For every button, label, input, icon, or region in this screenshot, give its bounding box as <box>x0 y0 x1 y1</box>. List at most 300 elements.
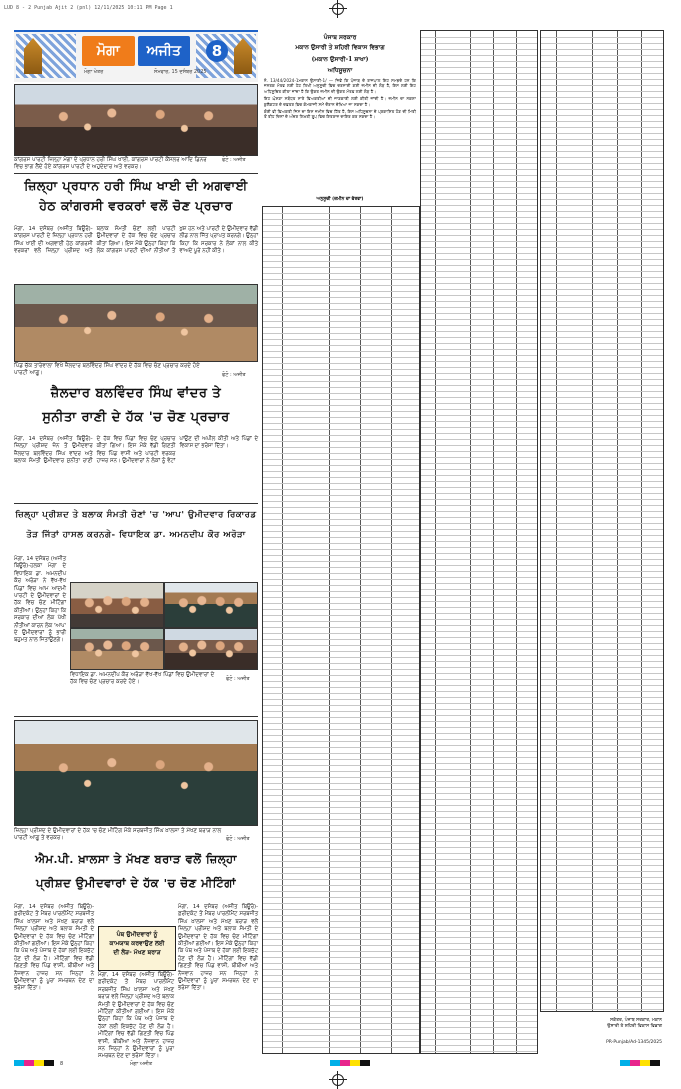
color-registration-bar <box>14 1060 54 1066</box>
table-row <box>263 351 419 352</box>
table-row <box>421 121 537 122</box>
table-row <box>263 453 419 454</box>
table-row <box>541 451 663 452</box>
table-row <box>541 487 663 488</box>
table-row <box>541 1003 663 1004</box>
table-row <box>263 705 419 706</box>
table-row <box>421 73 537 74</box>
notice-text <box>264 78 416 122</box>
table-row <box>421 439 537 440</box>
table-row <box>263 267 419 268</box>
table-row <box>263 747 419 748</box>
story2-headline-line1: ਜ਼ੈਲਦਾਰ ਬਲਵਿੰਦਰ ਸਿੰਘ ਵਾਂਦਰ ਤੇ <box>50 386 222 401</box>
table-row <box>263 735 419 736</box>
table-row <box>263 885 419 886</box>
table-row <box>263 309 419 310</box>
table-row <box>421 877 537 878</box>
table-row <box>263 525 419 526</box>
table-row <box>263 573 419 574</box>
table-row <box>541 883 663 884</box>
table-row <box>421 493 537 494</box>
story3-photo-2 <box>164 582 258 628</box>
table-column-rule <box>592 31 593 1011</box>
schedule-table-2 <box>420 30 538 1054</box>
table-row <box>541 733 663 734</box>
table-row <box>541 673 663 674</box>
table-row <box>421 1051 537 1052</box>
table-row <box>541 265 663 266</box>
footer-title: ਮੋਗਾ ਅਜੀਤ <box>130 1061 153 1067</box>
table-row <box>541 661 663 662</box>
table-row <box>263 717 419 718</box>
table-row <box>421 733 537 734</box>
table-row <box>421 151 537 152</box>
table-row <box>421 181 537 182</box>
table-row <box>421 997 537 998</box>
table-row <box>421 505 537 506</box>
table-row <box>421 1045 537 1046</box>
story4-headline-line2: ਪ੍ਰੀਸ਼ਦ ਉਮੀਦਵਾਰਾਂ ਦੇ ਹੱਕ 'ਚ ਚੋਣ ਮੀਟਿੰਗਾਂ <box>35 876 237 890</box>
table-row <box>263 933 419 934</box>
table-row <box>421 937 537 938</box>
table-row <box>541 847 663 848</box>
table-row <box>421 835 537 836</box>
table-row <box>421 457 537 458</box>
table-row <box>541 757 663 758</box>
table-row <box>263 711 419 712</box>
table-row <box>541 721 663 722</box>
table-row <box>421 97 537 98</box>
table-row <box>541 955 663 956</box>
story1-credit: ਫੋਟੋ : ਅਜੀਤ <box>222 157 246 163</box>
table-row <box>263 687 419 688</box>
table-row <box>263 291 419 292</box>
table-row <box>263 423 419 424</box>
table-row <box>541 559 663 560</box>
table-row <box>421 649 537 650</box>
table-row <box>263 849 419 850</box>
table-row <box>541 199 663 200</box>
table-row <box>541 889 663 890</box>
table-row <box>541 397 663 398</box>
table-row <box>541 343 663 344</box>
table-row <box>421 1027 537 1028</box>
table-row <box>541 319 663 320</box>
table-row <box>541 145 663 146</box>
table-row <box>421 943 537 944</box>
table-row <box>421 475 537 476</box>
table-row <box>263 759 419 760</box>
table-column-rule <box>516 31 517 1053</box>
table-row <box>263 1005 419 1006</box>
table-row <box>541 223 663 224</box>
table-row <box>421 841 537 842</box>
table-row <box>263 819 419 820</box>
schedule-table-3 <box>540 30 664 1012</box>
table-row <box>541 589 663 590</box>
table-row <box>263 387 419 388</box>
table-row <box>263 543 419 544</box>
table-row <box>541 703 663 704</box>
table-row <box>541 667 663 668</box>
table-row <box>421 433 537 434</box>
story2-body: ਮੋਗਾ, 14 ਦਸੰਬਰ (ਅਜੀਤ ਬਿਊਰੋ)-ਜ਼ਿਲ੍ਹਾ ਪ੍ਰੀਸ਼ਦ ਜ਼ੋਨ ਤੋਂ ਉਮੀਦਵਾਰ ਜ਼ੈਲਦਾਰ ਬਲਵਿੰਦਰ ਸਿੰਘ ਵਾਂਦਰ ਅਤੇ ਬਲਾਕ ਸੰਮਤੀ ਉਮੀਦਵਾਰ ਸੁਨੀਤਾ ਰਾਣੀ ਦੇ ਹੱਕ ਵਿਚ ਪਿੰਡਾਂ ਵਿਚ ਚੋਣ ਪ੍ਰਚਾਰ ਕੀਤਾ ਗਿਆ। ਇਸ ਮੌਕੇ ਵੱਡੀ ਗਿਣਤੀ ਵਿਚ ਪਿੰਡ ਵਾਸੀ ਅਤੇ ਪਾਰਟੀ ਵਰਕਰ ਹਾਜ਼ਰ ਸਨ। ਉਮੀਦਵਾਰਾਂ ਨੇ ਲੋਕਾਂ ਨੂੰ ਵੋਟਾਂ ਪਾਉਣ ਦੀ ਅਪੀਲ ਕੀਤੀ ਅਤੇ ਪਿੰਡਾਂ ਦੇ ਵਿਕਾਸ ਦਾ ਭਰੋਸਾ ਦਿੱਤਾ। <box>14 436 258 465</box>
table-row <box>263 447 419 448</box>
table-row <box>421 961 537 962</box>
table-row <box>263 315 419 316</box>
footer-page-number: 8 <box>60 1061 64 1067</box>
table-row <box>263 699 419 700</box>
table-row <box>263 939 419 940</box>
table-row <box>541 619 663 620</box>
table-row <box>541 871 663 872</box>
table-row <box>263 999 419 1000</box>
table-row <box>541 517 663 518</box>
table-row <box>541 469 663 470</box>
table-row <box>263 1011 419 1012</box>
table-row <box>421 781 537 782</box>
table-row <box>421 91 537 92</box>
table-row <box>541 967 663 968</box>
table-row <box>541 511 663 512</box>
table-column-rule <box>556 31 557 1011</box>
table-row <box>263 213 419 214</box>
table-row <box>263 639 419 640</box>
story4-photo <box>14 720 258 826</box>
table-row <box>541 349 663 350</box>
table-row <box>541 205 663 206</box>
table-row <box>263 261 419 262</box>
table-row <box>541 247 663 248</box>
table-row <box>541 715 663 716</box>
table-row <box>421 499 537 500</box>
table-row <box>421 757 537 758</box>
table-row <box>263 663 419 664</box>
table-row <box>541 583 663 584</box>
table-row <box>541 697 663 698</box>
table-row <box>541 991 663 992</box>
table-row <box>263 843 419 844</box>
table-row <box>541 367 663 368</box>
table-row <box>541 43 663 44</box>
table-row <box>421 691 537 692</box>
table-row <box>541 649 663 650</box>
table-row <box>421 685 537 686</box>
table-row <box>421 679 537 680</box>
story4-credit: ਫੋਟੋ : ਅਜੀਤ <box>226 836 250 842</box>
table-row <box>421 589 537 590</box>
table-row <box>421 115 537 116</box>
table-row <box>421 1015 537 1016</box>
table-column-rule <box>493 31 494 1053</box>
table-row <box>541 1009 663 1010</box>
table-row <box>421 613 537 614</box>
table-row <box>421 397 537 398</box>
notice-govt: ਪੰਜਾਬ ਸਰਕਾਰ <box>323 34 357 41</box>
table-row <box>263 249 419 250</box>
table-row <box>541 475 663 476</box>
table-row <box>541 523 663 524</box>
table-row <box>263 807 419 808</box>
table-row <box>541 433 663 434</box>
table-row <box>421 319 537 320</box>
table-row <box>421 403 537 404</box>
table-row <box>263 921 419 922</box>
table-row <box>541 985 663 986</box>
table-row <box>541 595 663 596</box>
table-row <box>541 859 663 860</box>
notice-type: ਅਧਿਸੂਚਨਾ <box>327 67 353 74</box>
table-row <box>421 127 537 128</box>
table-row <box>421 421 537 422</box>
table-row <box>541 139 663 140</box>
table-row <box>263 327 419 328</box>
table-row <box>541 787 663 788</box>
table-row <box>263 597 419 598</box>
table-row <box>541 439 663 440</box>
table-row <box>541 403 663 404</box>
table-row <box>541 427 663 428</box>
table-row <box>263 813 419 814</box>
table-row <box>263 537 419 538</box>
table-row <box>421 775 537 776</box>
story1-headline-line1: ਜ਼ਿਲ੍ਹਾ ਪ੍ਰਧਾਨ ਹਰੀ ਸਿੰਘ ਖਾਈ ਦੀ ਅਗਵਾਈ <box>24 178 248 193</box>
table-row <box>421 883 537 884</box>
table-row <box>421 325 537 326</box>
table-row <box>263 585 419 586</box>
table-row <box>421 139 537 140</box>
table-row <box>421 973 537 974</box>
table-row <box>421 715 537 716</box>
table-row <box>541 853 663 854</box>
story1-body: ਮੋਗਾ, 14 ਦਸੰਬਰ (ਅਜੀਤ ਬਿਊਰੋ)-ਕਾਂਗਰਸ ਪਾਰਟੀ ਦੇ ਜ਼ਿਲ੍ਹਾ ਪ੍ਰਧਾਨ ਹਰੀ ਸਿੰਘ ਖਾਈ ਦੀ ਅਗਵਾਈ ਹੇਠ ਕਾਂਗਰਸੀ ਵਰਕਰਾਂ ਵਲੋਂ ਜ਼ਿਲ੍ਹਾ ਪ੍ਰੀਸ਼ਦ ਅਤੇ ਬਲਾਕ ਸੰਮਤੀ ਚੋਣਾਂ ਲਈ ਪਾਰਟੀ ਉਮੀਦਵਾਰਾਂ ਦੇ ਹੱਕ ਵਿਚ ਚੋਣ ਪ੍ਰਚਾਰ ਕੀਤਾ ਗਿਆ। ਇਸ ਮੌਕੇ ਉਨ੍ਹਾਂ ਕਿਹਾ ਕਿ ਲੋਕ ਕਾਂਗਰਸ ਪਾਰਟੀ ਦੀਆਂ ਨੀਤੀਆਂ ਤੋਂ ਖੁਸ਼ ਹਨ ਅਤੇ ਪਾਰਟੀ ਦੇ ਉਮੀਦਵਾਰ ਵੱਡੀ ਲੀਡ ਨਾਲ ਜਿੱਤ ਪ੍ਰਾਪਤ ਕਰਨਗੇ। ਉਨ੍ਹਾਂ ਕਿਹਾ ਕਿ ਸਰਕਾਰ ਨੇ ਲੋਕਾਂ ਨਾਲ ਕੀਤੇ ਵਾਅਦੇ ਪੂਰੇ ਨਹੀਂ ਕੀਤੇ। <box>14 226 258 255</box>
table-row <box>263 531 419 532</box>
table-row <box>421 751 537 752</box>
table-row <box>541 229 663 230</box>
story2-photo <box>14 284 258 362</box>
table-row <box>263 729 419 730</box>
table-row <box>263 405 419 406</box>
table-row <box>421 817 537 818</box>
table-row <box>421 133 537 134</box>
table-row <box>541 805 663 806</box>
table-row <box>421 223 537 224</box>
table-row <box>421 643 537 644</box>
table-row <box>263 231 419 232</box>
table-row <box>263 465 419 466</box>
table-row <box>421 49 537 50</box>
table-row <box>541 235 663 236</box>
table-row <box>421 175 537 176</box>
table-row <box>541 907 663 908</box>
table-row <box>263 513 419 514</box>
table-row <box>541 607 663 608</box>
table-row <box>421 445 537 446</box>
table-row <box>541 379 663 380</box>
table-row <box>541 571 663 572</box>
story4-caption: ਜ਼ਿਲ੍ਹਾ ਪ੍ਰੀਸ਼ਦ ਦੇ ਉਮੀਦਵਾਰਾਂ ਦੇ ਹੱਕ 'ਚ ਚੋਣ ਮੀਟਿੰਗ ਮੌਕੇ ਸਰਬਜੀਤ ਸਿੰਘ ਖ਼ਾਲਸਾ ਤੇ ਮੱਖਣ ਬਰਾੜ ਨਾਲ ਪਾਰਟੀ ਆਗੂ ਤੇ ਵਰਕਰ। <box>14 828 222 841</box>
table-row <box>421 67 537 68</box>
notice-pr-ref: PR-Punjab/Ad-1345/2025 <box>606 1040 662 1045</box>
table-row <box>263 951 419 952</box>
table-row <box>263 591 419 592</box>
table-row <box>541 961 663 962</box>
table-row <box>541 937 663 938</box>
table-row <box>421 415 537 416</box>
table-row <box>421 55 537 56</box>
table-row <box>541 337 663 338</box>
table-row <box>421 787 537 788</box>
table-row <box>263 909 419 910</box>
table-row <box>263 963 419 964</box>
story2-headline-line2: ਸੁਨੀਤਾ ਰਾਣੀ ਦੇ ਹੱਕ 'ਚ ਚੋਣ ਪ੍ਰਚਾਰ <box>42 410 230 425</box>
table-row <box>541 97 663 98</box>
table-row <box>541 775 663 776</box>
table-row <box>541 709 663 710</box>
table-row <box>263 681 419 682</box>
table-row <box>421 277 537 278</box>
notice-signature: ਸਕੱਤਰ, ਪੰਜਾਬ ਸਰਕਾਰ, ਮਕਾਨ ਉਸਾਰੀ ਤੇ ਸ਼ਹਿਰੀ ਵਿਕਾਸ ਵਿਭਾਗ <box>607 1018 662 1029</box>
table-row <box>263 501 419 502</box>
table-row <box>263 507 419 508</box>
divider <box>14 503 258 504</box>
table-row <box>263 651 419 652</box>
table-row <box>263 1023 419 1024</box>
table-row <box>421 571 537 572</box>
logo-ajit: ਅਜੀਤ <box>138 36 191 66</box>
table-row <box>421 595 537 596</box>
table-row <box>263 855 419 856</box>
table-row <box>541 127 663 128</box>
notice-sub: (ਮਕਾਨ ਉਸਾਰੀ-1 ਸ਼ਾਖਾ) <box>311 56 369 63</box>
table-row <box>263 927 419 928</box>
table-row <box>421 559 537 560</box>
table-row <box>421 709 537 710</box>
table-row <box>421 469 537 470</box>
table-row <box>541 841 663 842</box>
table-row <box>263 741 419 742</box>
table-row <box>421 1003 537 1004</box>
table-row <box>541 37 663 38</box>
table-row <box>263 219 419 220</box>
table-row <box>421 379 537 380</box>
notice-para3: ਕੋਈ ਵੀ ਵਿਅਕਤੀ ਜਿਸ ਦਾ ਇਸ ਜ਼ਮੀਨ ਵਿਚ ਹਿੱਤ ਹੈ, ਇਸ ਅਧਿਸੂਚਨਾ ਦੇ ਪ੍ਰਕਾਸ਼ਿਤ ਹੋਣ ਦੀ ਮਿਤੀ ਤੋਂ ਤੀਹ ਦਿਨਾਂ ਦੇ ਅੰਦਰ ਲਿਖਤੀ ਰੂਪ ਵਿਚ ਇਤਰਾਜ਼ ਦਾਇਰ ਕਰ ਸਕਦਾ ਹੈ। <box>264 109 416 120</box>
table-row <box>541 763 663 764</box>
color-registration-bar <box>330 1060 370 1066</box>
table-row <box>421 769 537 770</box>
table-row <box>421 241 537 242</box>
table-row <box>421 979 537 980</box>
masthead-date: ਸੋਮਵਾਰ, 15 ਦਸੰਬਰ 2025 <box>154 69 207 75</box>
table-row <box>421 361 537 362</box>
table-row <box>421 409 537 410</box>
table-row <box>263 393 419 394</box>
table-row <box>541 457 663 458</box>
table-row <box>263 225 419 226</box>
table-row <box>541 421 663 422</box>
table-row <box>421 283 537 284</box>
table-row <box>541 193 663 194</box>
table-row <box>421 823 537 824</box>
story4-body-col1: ਮੋਗਾ, 14 ਦਸੰਬਰ (ਅਜੀਤ ਬਿਊਰੋ)-ਫ਼ਰੀਦਕੋਟ ਤੋਂ ਮੈਂਬਰ ਪਾਰਲੀਮੈਂਟ ਸਰਬਜੀਤ ਸਿੰਘ ਖ਼ਾਲਸਾ ਅਤੇ ਮੱਖਣ ਬਰਾੜ ਵਲੋਂ ਜ਼ਿਲ੍ਹਾ ਪ੍ਰੀਸ਼ਦ ਅਤੇ ਬਲਾਕ ਸੰਮਤੀ ਦੇ ਉਮੀਦਵਾਰਾਂ ਦੇ ਹੱਕ ਵਿਚ ਚੋਣ ਮੀਟਿੰਗਾਂ ਕੀਤੀਆਂ ਗਈਆਂ। ਇਸ ਮੌਕੇ ਉਨ੍ਹਾਂ ਕਿਹਾ ਕਿ ਪੰਥ ਅਤੇ ਪੰਜਾਬ ਦੇ ਹੱਕਾਂ ਲਈ ਇਕਜੁੱਟ ਹੋਣ ਦੀ ਲੋੜ ਹੈ। ਮੀਟਿੰਗਾਂ ਵਿਚ ਵੱਡੀ ਗਿਣਤੀ ਵਿਚ ਪਿੰਡ ਵਾਸੀ, ਬੀਬੀਆਂ ਅਤੇ ਨੌਜਵਾਨ ਹਾਜ਼ਰ ਸਨ ਜਿਨ੍ਹਾਂ ਨੇ ਉਮੀਦਵਾਰਾਂ ਨੂੰ ਪੂਰਾ ਸਮਰਥਨ ਦੇਣ ਦਾ ਭਰੋਸਾ ਦਿੱਤਾ। <box>14 904 94 992</box>
table-row <box>421 79 537 80</box>
table-row <box>263 477 419 478</box>
table-row <box>263 297 419 298</box>
table-row <box>421 703 537 704</box>
table-row <box>421 253 537 254</box>
table-row <box>541 271 663 272</box>
table-row <box>421 481 537 482</box>
table-row <box>421 577 537 578</box>
table-row <box>263 987 419 988</box>
table-row <box>421 259 537 260</box>
table-row <box>263 339 419 340</box>
table-row <box>421 931 537 932</box>
table-row <box>421 157 537 158</box>
table-row <box>541 355 663 356</box>
table-row <box>421 463 537 464</box>
table-row <box>421 799 537 800</box>
table-row <box>421 109 537 110</box>
table-row <box>421 235 537 236</box>
table-row <box>541 391 663 392</box>
print-slug: LUD 8 - 2 Punjab Ajit 2 (pnl) 12/11/2025 10:11 PM Page 1 <box>4 5 173 11</box>
table-row <box>421 673 537 674</box>
table-row <box>541 175 663 176</box>
notice-para1: ਨੰ. 13/44/2024-1ਮਕਾਨ ਉਸਾਰੀ-1/ — ਜਿਵੇਂ ਕਿ ਪੰਜਾਬ ਦੇ ਰਾਜਪਾਲ ਇਹ ਸਮਝਦੇ ਹਨ ਕਿ ਜਨਤਕ ਮੰਤਵ ਲਈ ਹੇਠ ਲਿਖੀ ਅਨੁਸੂਚੀ ਵਿਚ ਦਰਸਾਈ ਗਈ ਜ਼ਮੀਨ ਦੀ ਲੋੜ ਹੈ, ਇਸ ਲਈ ਇਹ ਅਧਿਸੂਚਿਤ ਕੀਤਾ ਜਾਂਦਾ ਹੈ ਕਿ ਉਕਤ ਜ਼ਮੀਨ ਦੀ ਉਕਤ ਮੰਤਵ ਲਈ ਲੋੜ ਹੈ। <box>264 78 416 94</box>
table-row <box>263 567 419 568</box>
crop-mark-top <box>332 3 344 15</box>
table-row <box>421 37 537 38</box>
table-row <box>541 655 663 656</box>
table-row <box>541 55 663 56</box>
table-row <box>263 873 419 874</box>
table-row <box>421 919 537 920</box>
table-row <box>263 1029 419 1030</box>
table-row <box>421 199 537 200</box>
table-row <box>263 555 419 556</box>
table-row <box>541 943 663 944</box>
table-row <box>421 517 537 518</box>
table-row <box>541 919 663 920</box>
table-row <box>263 795 419 796</box>
schedule-heading: ਅਨੁਸੂਚੀ (ਜ਼ਮੀਨ ਦਾ ਵੇਰਵਾ) <box>316 197 364 202</box>
table-column-rule <box>617 31 618 1011</box>
table-row <box>541 85 663 86</box>
table-row <box>541 493 663 494</box>
pull-quote-line2: ਕਾਮਯਾਬ ਕਰਵਾਉਣ ਲਈ <box>109 940 165 947</box>
table-row <box>263 255 419 256</box>
table-column-rule <box>641 31 642 1011</box>
story1-photo <box>14 84 258 156</box>
table-row <box>541 217 663 218</box>
table-row <box>263 837 419 838</box>
table-row <box>421 739 537 740</box>
table-row <box>263 519 419 520</box>
table-row <box>541 463 663 464</box>
story1-caption: ਕਾਂਗਰਸ ਪਾਰਟੀ ਜ਼ਿਲ੍ਹਾ ਮੋਗਾ ਦੇ ਪ੍ਰਧਾਨ ਹਰੀ ਸਿੰਘ ਖਾਈ, ਕਾਂਗਰਸ ਪਾਰਟੀ ਕੌਂਸਲਰ ਆਦਿ ਡਿਨਰ ਵਿਚ ਭਾਗ ਲੈਂਦੇ ਹੋਏ ਕਾਂਗਰਸ ਪਾਰਟੀ ਦੇ ਅਹੁਦੇਦਾਰ ਅਤੇ ਵਰਕਰ। <box>14 157 207 170</box>
table-row <box>421 229 537 230</box>
table-column-rule <box>470 31 471 1053</box>
table-row <box>263 483 419 484</box>
table-row <box>263 1035 419 1036</box>
table-row <box>541 313 663 314</box>
story3-photo-4 <box>164 628 258 670</box>
table-row <box>421 487 537 488</box>
table-row <box>421 991 537 992</box>
table-row <box>541 133 663 134</box>
table-row <box>263 969 419 970</box>
